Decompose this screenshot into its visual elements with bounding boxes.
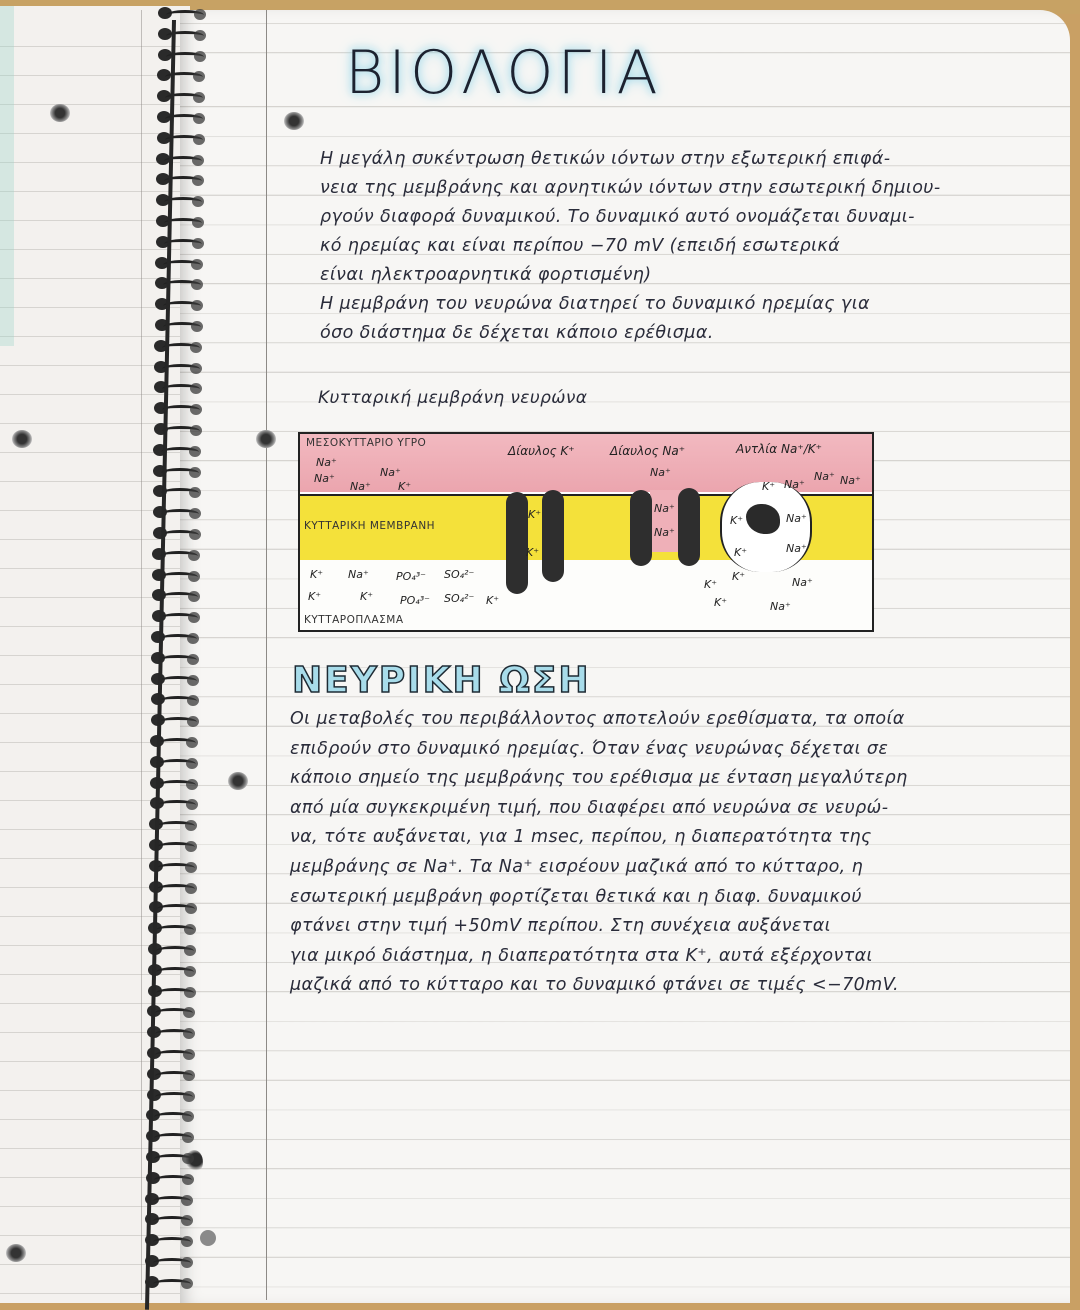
diagram-caption: Κυτταρική μεμβράνη νευρώνα [318, 388, 588, 408]
text-line: να, τότε αυξάνεται, για 1 msec, περίπου, η διαπερατότητα της [290, 827, 872, 848]
page-title: ΒΙΟΛΟΓΙΑ [345, 38, 662, 108]
page-tint [0, 6, 14, 346]
na-channel-wall [678, 488, 700, 566]
ion-label: K⁺ [310, 568, 324, 581]
spiral-coil [156, 193, 204, 207]
text-line: μεμβράνης σε Na⁺. Τα Na⁺ εισρέουν μαζικά από το κύτταρο, η [290, 856, 864, 877]
spiral-coil [145, 1192, 193, 1206]
ion-label: Na⁺ [814, 470, 835, 483]
spiral-coil [156, 152, 204, 166]
spiral-coil [155, 318, 203, 332]
text-line: φτάνει στην τιμή +50mV περίπου. Στη συνέχεια αυξάνεται [290, 916, 831, 937]
ion-label: Na⁺ [316, 456, 337, 469]
ion-label: Na⁺ [380, 466, 401, 479]
ion-label: Na⁺ [840, 474, 861, 487]
punch-hole [50, 104, 70, 122]
ion-label: K⁺ [762, 480, 776, 493]
ion-label: K⁺ [308, 590, 322, 603]
spiral-coil [147, 1088, 195, 1102]
ion-label: K⁺ [398, 480, 412, 493]
text-line: είναι ηλεκτροαρνητικά φορτισμένη) [320, 265, 652, 285]
punch-hole [256, 430, 276, 448]
section-heading: ΝΕΥΡΙΚΗ ΩΣΗ [292, 660, 591, 701]
spiral-coil [155, 276, 203, 290]
text-line: όσο διάστημα δε δέχεται κάποιο ερέθισμα. [320, 323, 714, 343]
spiral-coil [154, 339, 202, 353]
ion-label: Na⁺ [654, 526, 675, 539]
membrane-label: ΚΥΤΤΑΡΙΚΗ ΜΕΜΒΡΑΝΗ [304, 520, 436, 532]
spiral-coil [146, 1108, 194, 1122]
spiral-coil [145, 1233, 193, 1247]
punch-hole [6, 1244, 26, 1262]
ion-label: K⁺ [714, 596, 728, 609]
ion-label: Na⁺ [314, 472, 335, 485]
ion-label: K⁺ [734, 546, 748, 559]
spiral-coil [153, 484, 201, 498]
ion-label: K⁺ [528, 508, 542, 521]
spiral-coil [158, 27, 206, 41]
nerve-impulse-paragraph [290, 705, 908, 1001]
extracellular-label: ΜΕΣΟΚΥΤΤΑΡΙΟ ΥΓΡΟ [306, 437, 427, 449]
spiral-coil [145, 1254, 193, 1268]
ion-label: Na⁺ [792, 576, 813, 589]
text-line: εσωτερική μεμβράνη φορτίζεται θετικά και η διαφ. δυναμικού [290, 886, 862, 907]
cytoplasm-label: ΚΥΤΤΑΡΟΠΛΑΣΜΑ [304, 614, 404, 626]
ion-label: K⁺ [732, 570, 746, 583]
text-line: για μικρό διάστημα, η διαπερατότητα στα K⁺, αυτά εξέρχονται [290, 945, 873, 966]
ion-label: Na⁺ [786, 512, 807, 525]
spiral-coil [153, 443, 201, 457]
spiral-coil [146, 1171, 194, 1185]
ion-label: K⁺ [486, 594, 500, 607]
spiral-coil [153, 505, 201, 519]
ion-label: K⁺ [704, 578, 718, 591]
ion-label: K⁺ [730, 514, 744, 527]
ion-label: PO₄³⁻ [400, 594, 430, 607]
ion-label: SO₄²⁻ [444, 568, 475, 581]
spiral-coil [158, 6, 206, 20]
ion-label: Na⁺ [348, 568, 369, 581]
text-line: Η μεμβράνη του νευρώνα διατηρεί το δυναμικό ηρεμίας για [320, 294, 870, 314]
spiral-coil [157, 131, 205, 145]
spiral-coil [158, 48, 206, 62]
spiral-coil [145, 1212, 193, 1226]
text-line: κό ηρεμίας και είναι περίπου −70 mV (επειδή εσωτερικά [320, 236, 841, 256]
punch-hole [284, 112, 304, 130]
spiral-coil [152, 547, 200, 561]
membrane-diagram [298, 432, 874, 632]
spiral-coil [157, 110, 205, 124]
spiral-coil [157, 68, 205, 82]
spiral-coil [152, 568, 200, 582]
k-channel-wall [542, 490, 564, 582]
spiral-coil [155, 297, 203, 311]
margin-line-left-page [141, 10, 142, 1300]
k-channel-wall [506, 492, 528, 594]
spiral-coil [157, 89, 205, 103]
ion-label: Na⁺ [650, 466, 671, 479]
text-line: ργούν διαφορά δυναμικού. Το δυναμικό αυτό ονομάζεται δυναμι- [320, 207, 915, 227]
text-line: Η μεγάλη συκέντρωση θετικών ιόντων στην εξωτερική επιφά- [320, 149, 891, 169]
margin-line [266, 10, 267, 1300]
spiral-coil [154, 360, 202, 374]
spiral-coil [145, 1275, 193, 1289]
spiral-coil [155, 256, 203, 270]
spiral-coil [146, 1150, 194, 1164]
spiral-coil [154, 401, 202, 415]
text-line: Οι μεταβολές του περιβάλλοντος αποτελούν ερεθίσματα, τα οποία [290, 709, 905, 729]
intro-paragraph [320, 145, 941, 348]
spiral-coil [146, 1129, 194, 1143]
ion-label: Na⁺ [770, 600, 791, 613]
spiral-coil [154, 422, 202, 436]
spiral-coil [156, 214, 204, 228]
text-line: νεια της μεμβράνης και αρνητικών ιόντων στην εσωτερική δημιου- [320, 178, 941, 198]
ion-label: Na⁺ [654, 502, 675, 515]
ion-label: Na⁺ [350, 480, 371, 493]
text-line: από μία συγκεκριμένη τιμή, που διαφέρει από νευρώνα σε νευρώ- [290, 797, 889, 818]
ion-label: Na⁺ [786, 542, 807, 555]
ion-label: SO₄²⁻ [444, 592, 475, 605]
punch-hole [228, 772, 248, 790]
spiral-coil [156, 235, 204, 249]
ion-label: PO₄³⁻ [396, 570, 426, 583]
na-channel-wall [630, 490, 652, 566]
spiral-coil [156, 172, 204, 186]
text-line: επιδρούν στο δυναμικό ηρεμίας. Όταν ένας νευρώνας δέχεται σε [290, 738, 889, 759]
text-line: μαζικά από το κύτταρο και το δυναμικό φτάνει σε τιμές <−70mV. [290, 975, 899, 996]
na-channel-label: Δίαυλος Na⁺ [610, 444, 686, 458]
spiral-coil [153, 464, 201, 478]
spiral-coil [153, 526, 201, 540]
pump-label: Αντλία Na⁺/K⁺ [736, 442, 822, 456]
ion-label: K⁺ [360, 590, 374, 603]
k-channel-label: Δίαυλος K⁺ [508, 444, 575, 458]
ion-label: Na⁺ [784, 478, 805, 491]
punch-hole [12, 430, 32, 448]
text-line: κάποιο σημείο της μεμβράνης του ερέθισμα με ένταση μεγαλύτερη [290, 768, 908, 789]
ion-label: K⁺ [526, 546, 540, 559]
spiral-coil [154, 380, 202, 394]
